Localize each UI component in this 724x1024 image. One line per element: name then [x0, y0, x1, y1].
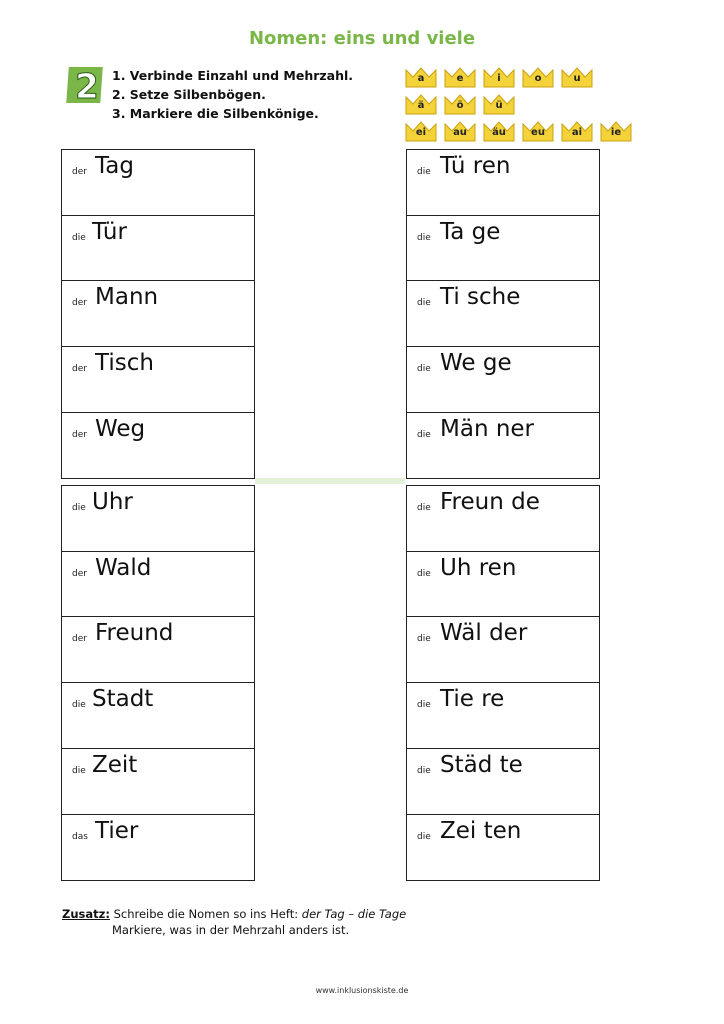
crown-letter: eu: [531, 127, 545, 138]
article-label: der: [72, 634, 87, 645]
crown-letter: i: [497, 73, 501, 84]
crown-icon: [404, 93, 438, 115]
singular-word-card[interactable]: [61, 280, 255, 347]
singular-noun: Tier: [95, 817, 139, 844]
article-label: die: [417, 232, 431, 243]
singular-word-card[interactable]: [61, 551, 255, 618]
plural-word-card[interactable]: [406, 616, 600, 683]
plural-noun: Tie re: [440, 686, 505, 713]
article-label: die: [417, 503, 431, 513]
crown-letter: o: [534, 73, 542, 84]
article-label: die: [417, 765, 431, 776]
divider-stripe: [255, 478, 405, 484]
crown-letter: ü: [495, 100, 503, 111]
singular-word-card[interactable]: [61, 215, 255, 282]
plural-word-card[interactable]: [406, 485, 600, 552]
crown-letter: ä: [417, 100, 425, 111]
singular-noun: Tag: [95, 153, 134, 179]
singular-noun: Weg: [95, 415, 146, 442]
singular-noun: Mann: [95, 284, 159, 311]
article-label: der: [72, 568, 87, 579]
singular-noun: Freund: [95, 620, 174, 647]
plural-word-card[interactable]: [406, 149, 600, 216]
crown-letter: ie: [610, 127, 622, 138]
extra-task-line2: Markiere, was in der Mehrzahl anders ist.: [112, 923, 350, 937]
singular-noun: Wald: [95, 554, 152, 581]
plural-noun: Freun de: [440, 489, 540, 515]
plural-noun: We ge: [440, 350, 512, 377]
singular-noun: Tür: [92, 218, 127, 245]
singular-word-card[interactable]: [61, 616, 255, 683]
article-label: der: [72, 364, 87, 375]
article-label: die: [72, 765, 86, 776]
instruction-3: 3. Markiere die Silbenkönige.: [112, 106, 319, 121]
crown-letter: ai: [571, 127, 583, 138]
article-label: die: [417, 364, 431, 375]
singular-noun: Tisch: [95, 350, 154, 377]
crown-icon: [482, 93, 516, 115]
plural-word-card[interactable]: [406, 682, 600, 749]
article-label: die: [417, 568, 431, 579]
plural-word-card[interactable]: [406, 551, 600, 618]
plural-noun: Wäl der: [440, 620, 528, 647]
task-number-text: 2: [75, 67, 99, 106]
article-label: die: [417, 298, 431, 309]
footer-url: www.inklusionskiste.de: [315, 986, 409, 995]
crown-icon: [482, 66, 516, 88]
extra-task-label: Zusatz:: [62, 907, 110, 921]
instruction-1: 1. Verbinde Einzahl und Mehrzahl.: [112, 68, 354, 83]
singular-noun: Zeit: [92, 751, 138, 778]
crown-icon: [521, 120, 555, 142]
crown-letter: e: [456, 73, 464, 84]
article-label: die: [417, 831, 431, 842]
task-number-badge: [66, 64, 106, 106]
crown-letter: u: [573, 73, 581, 84]
article-label: der: [72, 167, 87, 177]
plural-noun: Zei ten: [440, 817, 522, 844]
plural-noun: Ti sche: [440, 284, 521, 311]
plural-noun: Ta ge: [440, 218, 501, 245]
crown-letter: a: [417, 73, 425, 84]
singular-word-card[interactable]: [61, 346, 255, 413]
article-label: die: [417, 700, 431, 711]
article-label: der: [72, 429, 87, 440]
singular-word-card[interactable]: [61, 814, 255, 881]
crown-icon: [443, 93, 477, 115]
crown-icon: [443, 66, 477, 88]
article-label: die: [72, 503, 86, 513]
singular-word-card[interactable]: [61, 682, 255, 749]
article-label: die: [417, 429, 431, 440]
crown-icon: [521, 66, 555, 88]
singular-word-card[interactable]: [61, 149, 255, 216]
crown-icon: [404, 66, 438, 88]
instruction-2: 2. Setze Silbenbögen.: [112, 87, 266, 102]
crown-icon: [404, 120, 438, 142]
plural-noun: Städ te: [440, 751, 523, 778]
crown-icon: [560, 66, 594, 88]
article-label: der: [72, 298, 87, 309]
task-number-icon: [66, 64, 106, 106]
singular-word-card[interactable]: [61, 412, 255, 479]
plural-word-card[interactable]: [406, 280, 600, 347]
article-label: die: [417, 167, 431, 177]
crown-letter: au: [453, 127, 467, 138]
article-label: die: [417, 634, 431, 645]
extra-task-example: der Tag – die Tage: [301, 907, 407, 921]
extra-task: [62, 906, 406, 938]
plural-noun: Män ner: [440, 415, 535, 442]
instructions: [112, 66, 353, 123]
crown-letter: ei: [415, 127, 427, 138]
singular-word-card[interactable]: [61, 748, 255, 815]
extra-task-text: Schreibe die Nomen so ins Heft:: [113, 907, 299, 921]
crown-letter: äu: [492, 127, 506, 138]
syllable-kings-legend: [404, 66, 644, 146]
singular-noun: Stadt: [92, 686, 154, 713]
crown-icon: [482, 120, 516, 142]
plural-word-card[interactable]: [406, 215, 600, 282]
plural-word-card[interactable]: [406, 748, 600, 815]
plural-word-card[interactable]: [406, 412, 600, 479]
plural-noun: Tü ren: [440, 153, 511, 179]
crown-icon: [560, 120, 594, 142]
article-label: das: [72, 831, 88, 842]
plural-word-card[interactable]: [406, 346, 600, 413]
plural-word-card[interactable]: [406, 814, 600, 881]
article-label: die: [72, 232, 86, 243]
plural-noun: Uh ren: [440, 554, 517, 581]
crown-icon: [599, 120, 633, 142]
crown-icon: [443, 120, 477, 142]
page-title: Nomen: eins und viele: [248, 28, 476, 49]
article-label: die: [72, 700, 86, 711]
singular-word-card[interactable]: [61, 485, 255, 552]
crown-letter: ö: [456, 100, 464, 111]
singular-noun: Uhr: [92, 489, 133, 515]
